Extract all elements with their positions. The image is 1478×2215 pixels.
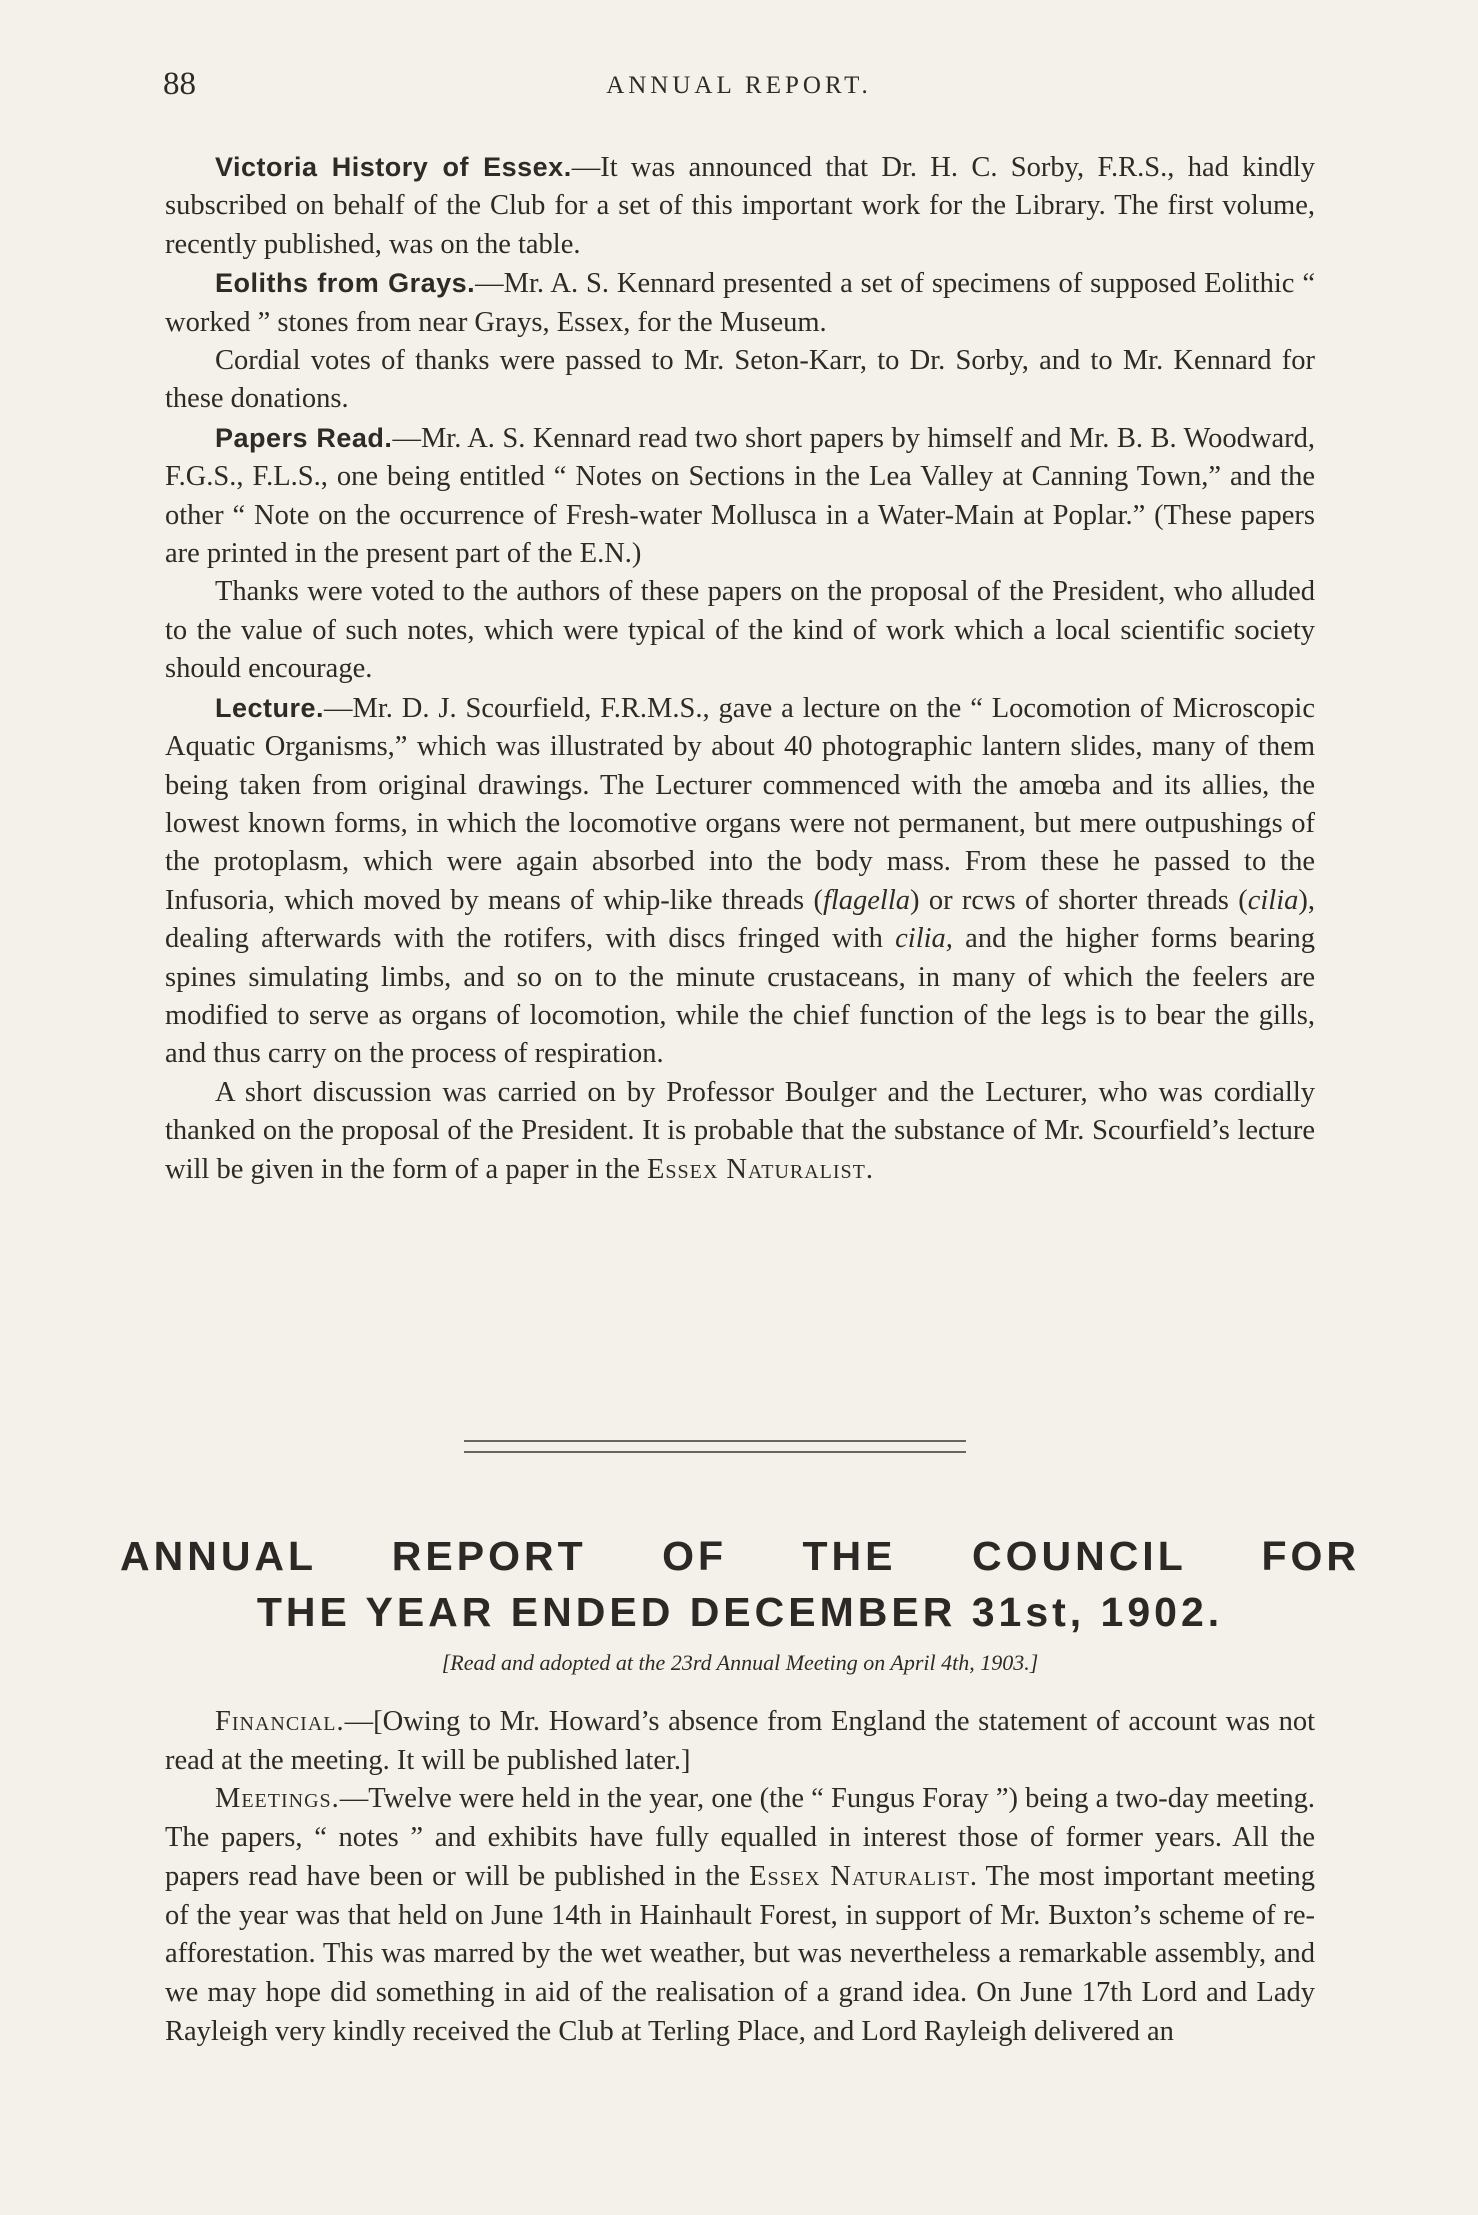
italic-term: cilia, xyxy=(895,923,953,955)
paragraph-papers-read xyxy=(165,419,1315,574)
paragraph-victoria-history xyxy=(165,148,1315,264)
journal-name: Essex Naturalist xyxy=(646,1153,866,1185)
paragraph-eoliths xyxy=(165,264,1315,342)
paragraph-text: and the higher forms bearing spines simulating limbs, and so on to the minute crustaceans, in many of which the feelers are modified to serve as organs of locomotion, while the chief function of the legs is to bear the gills, and thus carry on the process of respiration. xyxy=(165,923,1315,1070)
heading-eoliths: Eoliths from Grays. xyxy=(215,268,476,299)
paragraph-text: ), dealing afterwards with the rotifers, with discs fringed with xyxy=(165,884,1315,955)
report-title xyxy=(120,1528,1360,1640)
running-title: ANNUAL REPORT. xyxy=(606,72,872,99)
paragraph-text: —Mr. D. J. Scourfield, F.R.M.S., gave a lecture on the “ Locomotion of Microscopic Aquatic Organisms,” which was illustrated by about 40 photographic lantern slides, many of them being taken from original drawings. The Lecturer commenced with the amœba and its allies, the lowest known forms, in which the locomotive organs were not permanent, but mere outpushings of the protoplasm, which were again absorbed into the body mass. From these he passed to the Infusoria, which moved by means of whip-like threads ( xyxy=(165,692,1315,916)
minutes-section xyxy=(165,148,1315,1189)
heading-papers-read: Papers Read. xyxy=(215,422,393,453)
paragraph-text: —Twelve were held in the year, one (the “ Fungus Foray ”) being a two-day meeting. The papers, “ notes ” and exhibits have fully equalled in interest those of former years. All the papers read have been or will be published in the xyxy=(165,1783,1315,1892)
heading-lecture: Lecture. xyxy=(215,692,325,723)
council-report-section xyxy=(165,1703,1315,2051)
section-divider xyxy=(464,1440,966,1453)
paragraph-text: Thanks were voted to the authors of these papers on the proposal of the President, who alluded to the value of such notes, which were typical of the kind of work which a local scientific society should encourage. xyxy=(165,576,1315,685)
paragraph-text: Cordial votes of thanks were passed to Mr. Seton-Karr, to Dr. Sorby, and to Mr. Kennard for these donations. xyxy=(165,345,1315,415)
paragraph-lecture xyxy=(165,689,1315,1074)
page-number: 88 xyxy=(163,66,196,102)
paragraph-discussion xyxy=(165,1074,1315,1189)
heading-financial: Financial. xyxy=(215,1706,345,1737)
paragraph-text: A short discussion was carried on by Professor Boulger and the Lecturer, who was cordially thanked on the proposal of the President. It is probable that the substance of Mr. Scourfield’s lecture will be given in the form of a paper in the xyxy=(165,1076,1315,1185)
heading-meetings: Meetings. xyxy=(215,1783,340,1815)
report-title-line-2: THE YEAR ENDED DECEMBER 31st, 1902. xyxy=(256,1589,1224,1635)
paragraph-text: . xyxy=(865,1153,874,1185)
journal-name: Essex Naturalist xyxy=(749,1860,970,1892)
paragraph-text: . The most important meeting of the year was that held on June 14th in Hainhault Forest, in support of Mr. Buxton’s scheme of re-afforestation. This was marred by the wet weather, but was nevertheless a remarkable assembly, and we may hope did something in aid of the realisation of a grand idea. On June 17th Lord and Lady Rayleigh very kindly received the Club at Terling Place, and Lord Rayleigh delivered an xyxy=(165,1860,1315,2047)
paragraph-text: ) or rcws of shorter threads ( xyxy=(910,884,1248,916)
running-header xyxy=(163,66,1315,110)
italic-term: cilia xyxy=(1247,884,1299,916)
paragraph-financial xyxy=(165,1703,1315,1780)
paragraph-text: —Mr. A. S. Kennard read two short papers by himself and Mr. B. B. Woodward, F.G.S., F.L.S., one being entitled “ Notes on Sections in the Lea Valley at Canning Town,” and the other “ Note on the occurrence of Fresh-water Mollusca in a Water-Main at Poplar.” (These papers are printed in the present part of the E.N.) xyxy=(165,422,1315,570)
report-title-line-1: ANNUAL REPORT OF THE COUNCIL FOR xyxy=(120,1533,1360,1579)
paragraph-text: —Mr. A. S. Kennard presented a set of specimens of supposed Eolithic “ worked ” stones from near Grays, Essex, for the Museum. xyxy=(165,268,1315,338)
paragraph-text: —It was announced that Dr. H. C. Sorby, F.R.S., had kindly subscribed on behalf of the Club for a set of this important work for the Library. The first volume, recently published, was on the table. xyxy=(165,152,1315,260)
paragraph-text: —[Owing to Mr. Howard’s absence from England the statement of account was not read at the meeting. It will be published later.] xyxy=(165,1706,1315,1776)
report-adoption-note: [Read and adopted at the 23rd Annual Meeting on April 4th, 1903.] xyxy=(441,1650,1039,1675)
paragraph-votes-of-thanks xyxy=(165,342,1315,419)
heading-victoria-history: Victoria History of Essex. xyxy=(215,152,572,182)
italic-term: flagella xyxy=(822,884,911,916)
paragraph-meetings xyxy=(165,1780,1315,2051)
paragraph-thanks-voted xyxy=(165,573,1315,688)
